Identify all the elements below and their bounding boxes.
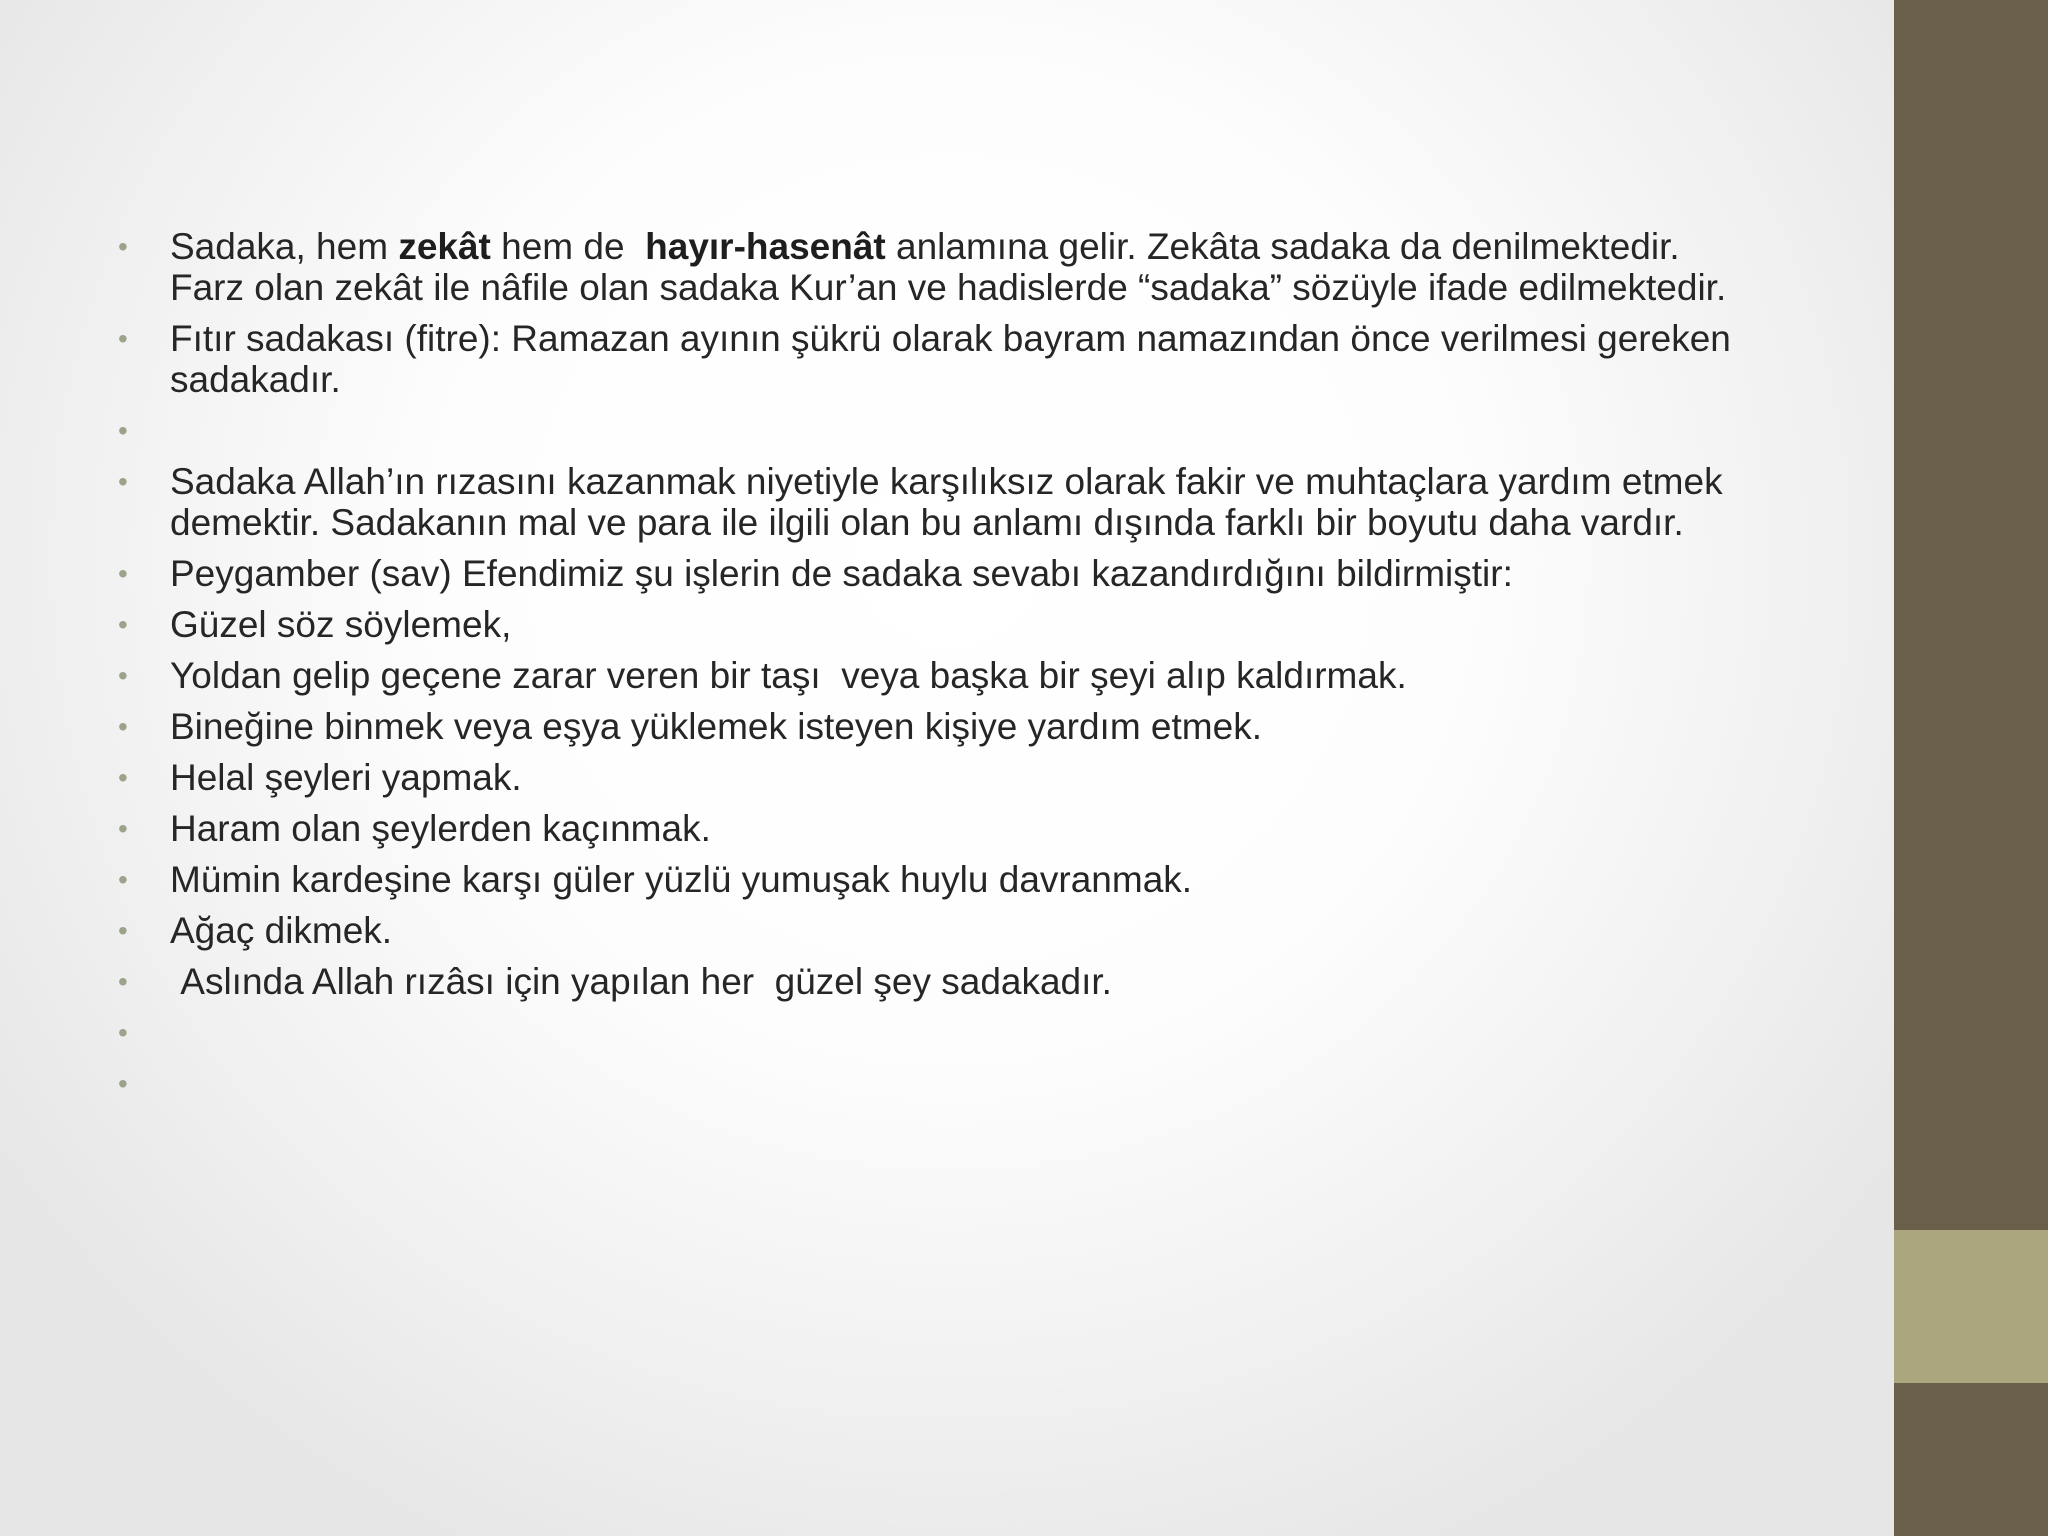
bullet-icon: •: [118, 323, 128, 354]
bullet-icon: •: [118, 660, 128, 691]
bullet-item: [110, 1063, 1750, 1104]
bullet-icon: •: [118, 966, 128, 997]
bullet-item: [110, 757, 1750, 798]
bullet-text: Ağaç dikmek.: [170, 910, 393, 951]
bullet-text: Mümin kardeşine karşı güler yüzlü yumuşak huylu davranmak.: [170, 859, 1193, 900]
bullet-text: Bineğine binmek veya eşya yüklemek isteyen kişiye yardım etmek.: [170, 706, 1262, 747]
bullet-list: [110, 226, 1750, 1114]
bullet-item: [110, 1012, 1750, 1053]
bullet-text: Sadaka, hem zekât hem de hayır-hasenât anlamına gelir. Zekâta sadaka da denilmektedir. Farz olan zekât ile nâfile olan sadaka Kur’an ve hadislerde “sadaka” sözüyle ifade edilmektedir.: [170, 226, 1727, 308]
bullet-text: Aslında Allah rızâsı için yapılan her güzel şey sadakadır.: [170, 961, 1112, 1002]
bullet-item: [110, 655, 1750, 696]
bullet-icon: •: [118, 915, 128, 946]
bullet-icon: •: [118, 466, 128, 497]
bullet-text: Peygamber (sav) Efendimiz şu işlerin de sadaka sevabı kazandırdığını bildirmiştir:: [170, 553, 1513, 594]
bullet-text: Yoldan gelip geçene zarar veren bir taşı veya başka bir şeyi alıp kaldırmak.: [170, 655, 1407, 696]
bullet-text: Sadaka Allah’ın rızasını kazanmak niyetiyle karşılıksız olarak fakir ve muhtaçlara yardım etmek demektir. Sadakanın mal ve para ile ilgili olan bu anlamı dışında farklı bir boyutu daha vardır.: [170, 461, 1723, 543]
bullet-item: [110, 553, 1750, 594]
bullet-icon: •: [118, 558, 128, 589]
bullet-item: [110, 318, 1750, 400]
bullet-icon: •: [118, 864, 128, 895]
bullet-text: Helal şeyleri yapmak.: [170, 757, 522, 798]
bullet-item: [110, 410, 1750, 451]
bullet-text: Fıtır sadakası (fitre): Ramazan ayının şükrü olarak bayram namazından önce verilmesi gereken sadakadır.: [170, 318, 1731, 400]
bullet-icon: •: [118, 1017, 128, 1048]
bullet-text: Güzel söz söylemek,: [170, 604, 512, 645]
bullet-icon: •: [118, 609, 128, 640]
bullet-icon: •: [118, 813, 128, 844]
bullet-item: [110, 461, 1750, 543]
bullet-item: [110, 910, 1750, 951]
bullet-item: [110, 961, 1750, 1002]
bullet-item: [110, 706, 1750, 747]
bullet-icon: •: [118, 762, 128, 793]
side-decoration-accent: [1894, 1230, 2048, 1383]
bullet-icon: •: [118, 1068, 128, 1099]
bullet-icon: •: [118, 231, 128, 262]
bullet-item: [110, 859, 1750, 900]
bullet-icon: •: [118, 711, 128, 742]
bullet-item: [110, 226, 1750, 308]
bullet-item: [110, 604, 1750, 645]
bullet-icon: •: [118, 415, 128, 446]
bullet-text: Haram olan şeylerden kaçınmak.: [170, 808, 711, 849]
bullet-item: [110, 808, 1750, 849]
